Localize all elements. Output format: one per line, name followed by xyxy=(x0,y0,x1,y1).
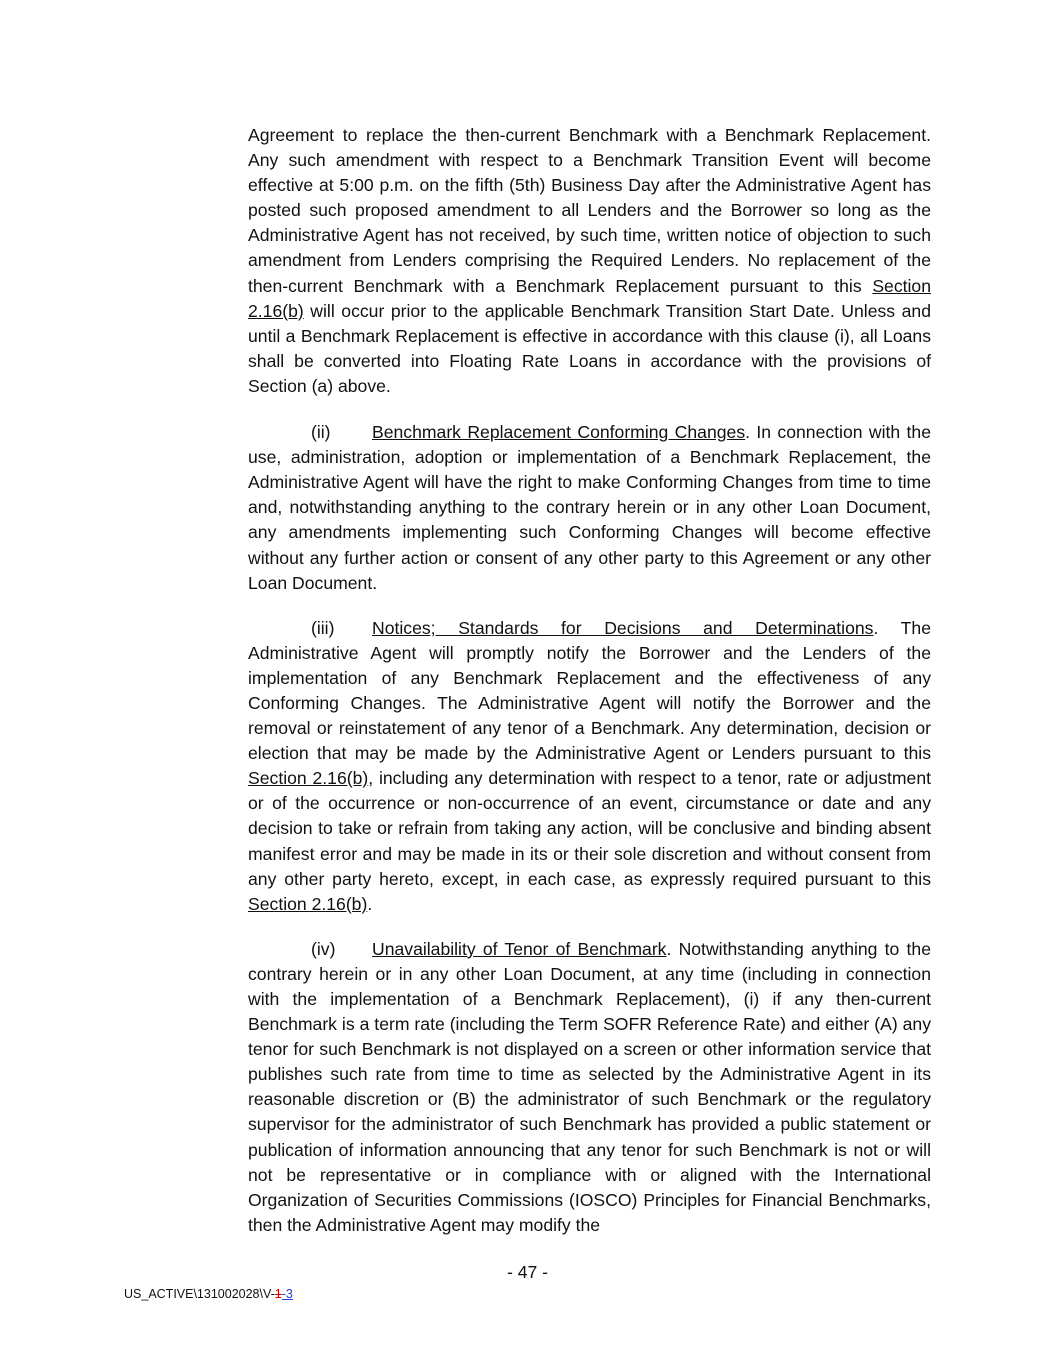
inserted-version: 3 xyxy=(285,1287,293,1301)
paragraph-ii xyxy=(248,420,931,596)
paragraph-text: Agreement to replace the then-current Benchmark with a Benchmark Replacement. Any such amendment with respect to a Benchmark Transition Event will become effective at 5:00 p.m. on the fifth (5th) Business Day after the Administrative Agent has posted such proposed amendment to all Lenders and the Borrower so long as the Administrative Agent has not received, by such time, written notice of objection to such amendment from Lenders comprising the Required Lenders. No replacement of the then-current Benchmark with a Benchmark Replacement pursuant to this xyxy=(248,125,931,296)
paragraph-text: . Notwithstanding anything to the contrary herein or in any other Loan Document, at any time (including in connection with the implementation of a Benchmark Replacement), (i) if any then-current Benchmark is a term rate (including the Term SOFR Reference Rate) and either (A) any tenor for such Benchmark is not displayed on a screen or other information service that publishes such rate from time to time as selected by the Administrative Agent in its reasonable discretion or (B) the administrator of such Benchmark or the regulatory supervisor for the administrator of such Benchmark has provided a public statement or publication of information announcing that any tenor for such Benchmark is not or will not be representative or in compliance with or aligned with the International Organization of Securities Commissions (IOSCO) Principles for Financial Benchmarks, then the Administrative Agent may modify the xyxy=(248,938,931,1235)
paragraph-iv xyxy=(248,937,931,1238)
section-reference: Section 2.16(b) xyxy=(248,893,368,914)
paragraph-text: . The Administrative Agent will promptly notify the Borrower and the Lenders of the implementation of any Benchmark Replacement and the effectiveness of any Conforming Changes. The Administrative Agent will notify the Borrower and the removal or reinstatement of any tenor of a Benchmark. Any determination, decision or election that may be made by the Administrative Agent or Lenders pursuant to this xyxy=(248,617,932,764)
clause-label: (iii) xyxy=(311,617,335,638)
paragraph-continuation xyxy=(248,123,931,399)
clause-heading: Benchmark Replacement Conforming Changes xyxy=(372,422,746,443)
paragraph-text: . In connection with the use, administration, adoption or implementation of a Benchmark Replacement, the Administrative Agent will have the right to make Conforming Changes from time to time and, notwithstanding anything to the contrary herein or in any other Loan Document, any amendments implementing such Conforming Changes will become effective without any further action or consent of any other party to this Agreement or any other Loan Document. xyxy=(248,422,931,593)
body-text xyxy=(248,123,931,1258)
deleted-version: 1 xyxy=(274,1287,282,1301)
clause-heading: Notices; Standards for Decisions and Determinations xyxy=(372,617,874,638)
section-reference: Section 2.16(b) xyxy=(248,275,931,321)
paragraph-text: . xyxy=(367,893,373,914)
document-id: US_ACTIVE\131002028\V- xyxy=(124,1287,275,1301)
clause-label: (iv) xyxy=(311,938,336,959)
paragraph-text: , including any determination with respect to a tenor, rate or adjustment or of the occurrence or non-occurrence of an event, circumstance or date and any decision to take or refrain from taking any action, will be conclusive and binding absent manifest error and may be made in its or their sole discretion and without consent from any other party hereto, except, in each case, as expressly required pursuant to this xyxy=(248,768,931,889)
version-separator: - xyxy=(281,1287,286,1301)
document-id-footer xyxy=(124,1287,293,1301)
paragraph-iii xyxy=(248,616,931,917)
page-number: - 47 - xyxy=(506,1262,549,1282)
section-reference: Section 2.16(b) xyxy=(248,768,369,789)
clause-label: (ii) xyxy=(311,422,331,443)
clause-heading: Unavailability of Tenor of Benchmark xyxy=(372,938,667,959)
paragraph-text: will occur prior to the applicable Benchmark Transition Start Date. Unless and until a Benchmark Replacement is effective in accordance with this clause (i), all Loans shall be converted into Floating Rate Loans in accordance with the provisions of Section (a) above. xyxy=(248,300,931,396)
